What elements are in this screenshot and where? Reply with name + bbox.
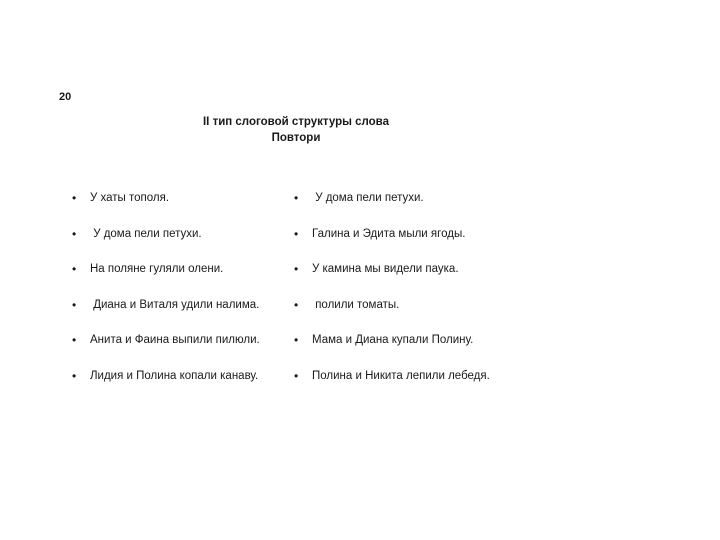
- bullet-icon: •: [72, 191, 77, 205]
- list-item: [72, 294, 260, 330]
- bullet-icon: •: [294, 333, 299, 347]
- list-item: [72, 187, 260, 223]
- list-item: [72, 365, 260, 401]
- bullet-icon: •: [72, 368, 77, 383]
- sentence-text: На поляне гуляли олени.: [90, 263, 224, 275]
- list-item: [294, 187, 490, 223]
- heading: [196, 114, 396, 146]
- bullet-icon: •: [294, 262, 299, 276]
- sentence-text: У дома пели петухи.: [312, 192, 424, 204]
- sentence-text: полили томаты.: [312, 298, 400, 311]
- page-number: 20: [59, 91, 72, 103]
- bullet-icon: •: [294, 191, 299, 205]
- list-item: [294, 258, 490, 294]
- bullet-icon: •: [294, 226, 299, 241]
- bullet-icon: •: [72, 226, 77, 241]
- heading-subtitle: Повтори: [271, 132, 321, 144]
- bullet-icon: •: [72, 262, 77, 276]
- sentence-text: Галина и Эдита мыли ягоды.: [312, 227, 466, 240]
- list-item: [294, 294, 490, 330]
- sentence-text: У дома пели петухи.: [90, 227, 202, 240]
- sentence-text: Анита и Фаина выпили пилюли.: [90, 334, 260, 346]
- bullet-icon: •: [72, 297, 77, 312]
- list-item: [294, 365, 490, 401]
- left-sentence-list: [72, 187, 260, 400]
- list-item: [72, 258, 260, 294]
- sentence-text: У камина мы видели паука.: [312, 263, 459, 275]
- sentence-text: Лидия и Полина копали канаву.: [90, 369, 259, 382]
- sentence-text: Полина и Никита лепили лебедя.: [312, 369, 490, 382]
- sentence-text: У хаты тополя.: [90, 192, 170, 204]
- list-item: [294, 329, 490, 365]
- right-sentence-list: [294, 187, 490, 400]
- sentence-text: Мама и Диана купали Полину.: [312, 334, 474, 346]
- heading-title: II тип слоговой структуры слова: [202, 116, 390, 128]
- bullet-icon: •: [294, 297, 299, 312]
- sentence-text: Диана и Виталя удили налима.: [90, 298, 260, 311]
- list-item: [72, 223, 260, 259]
- list-item: [294, 223, 490, 259]
- bullet-icon: •: [294, 368, 299, 383]
- bullet-icon: •: [72, 333, 77, 347]
- list-item: [72, 329, 260, 365]
